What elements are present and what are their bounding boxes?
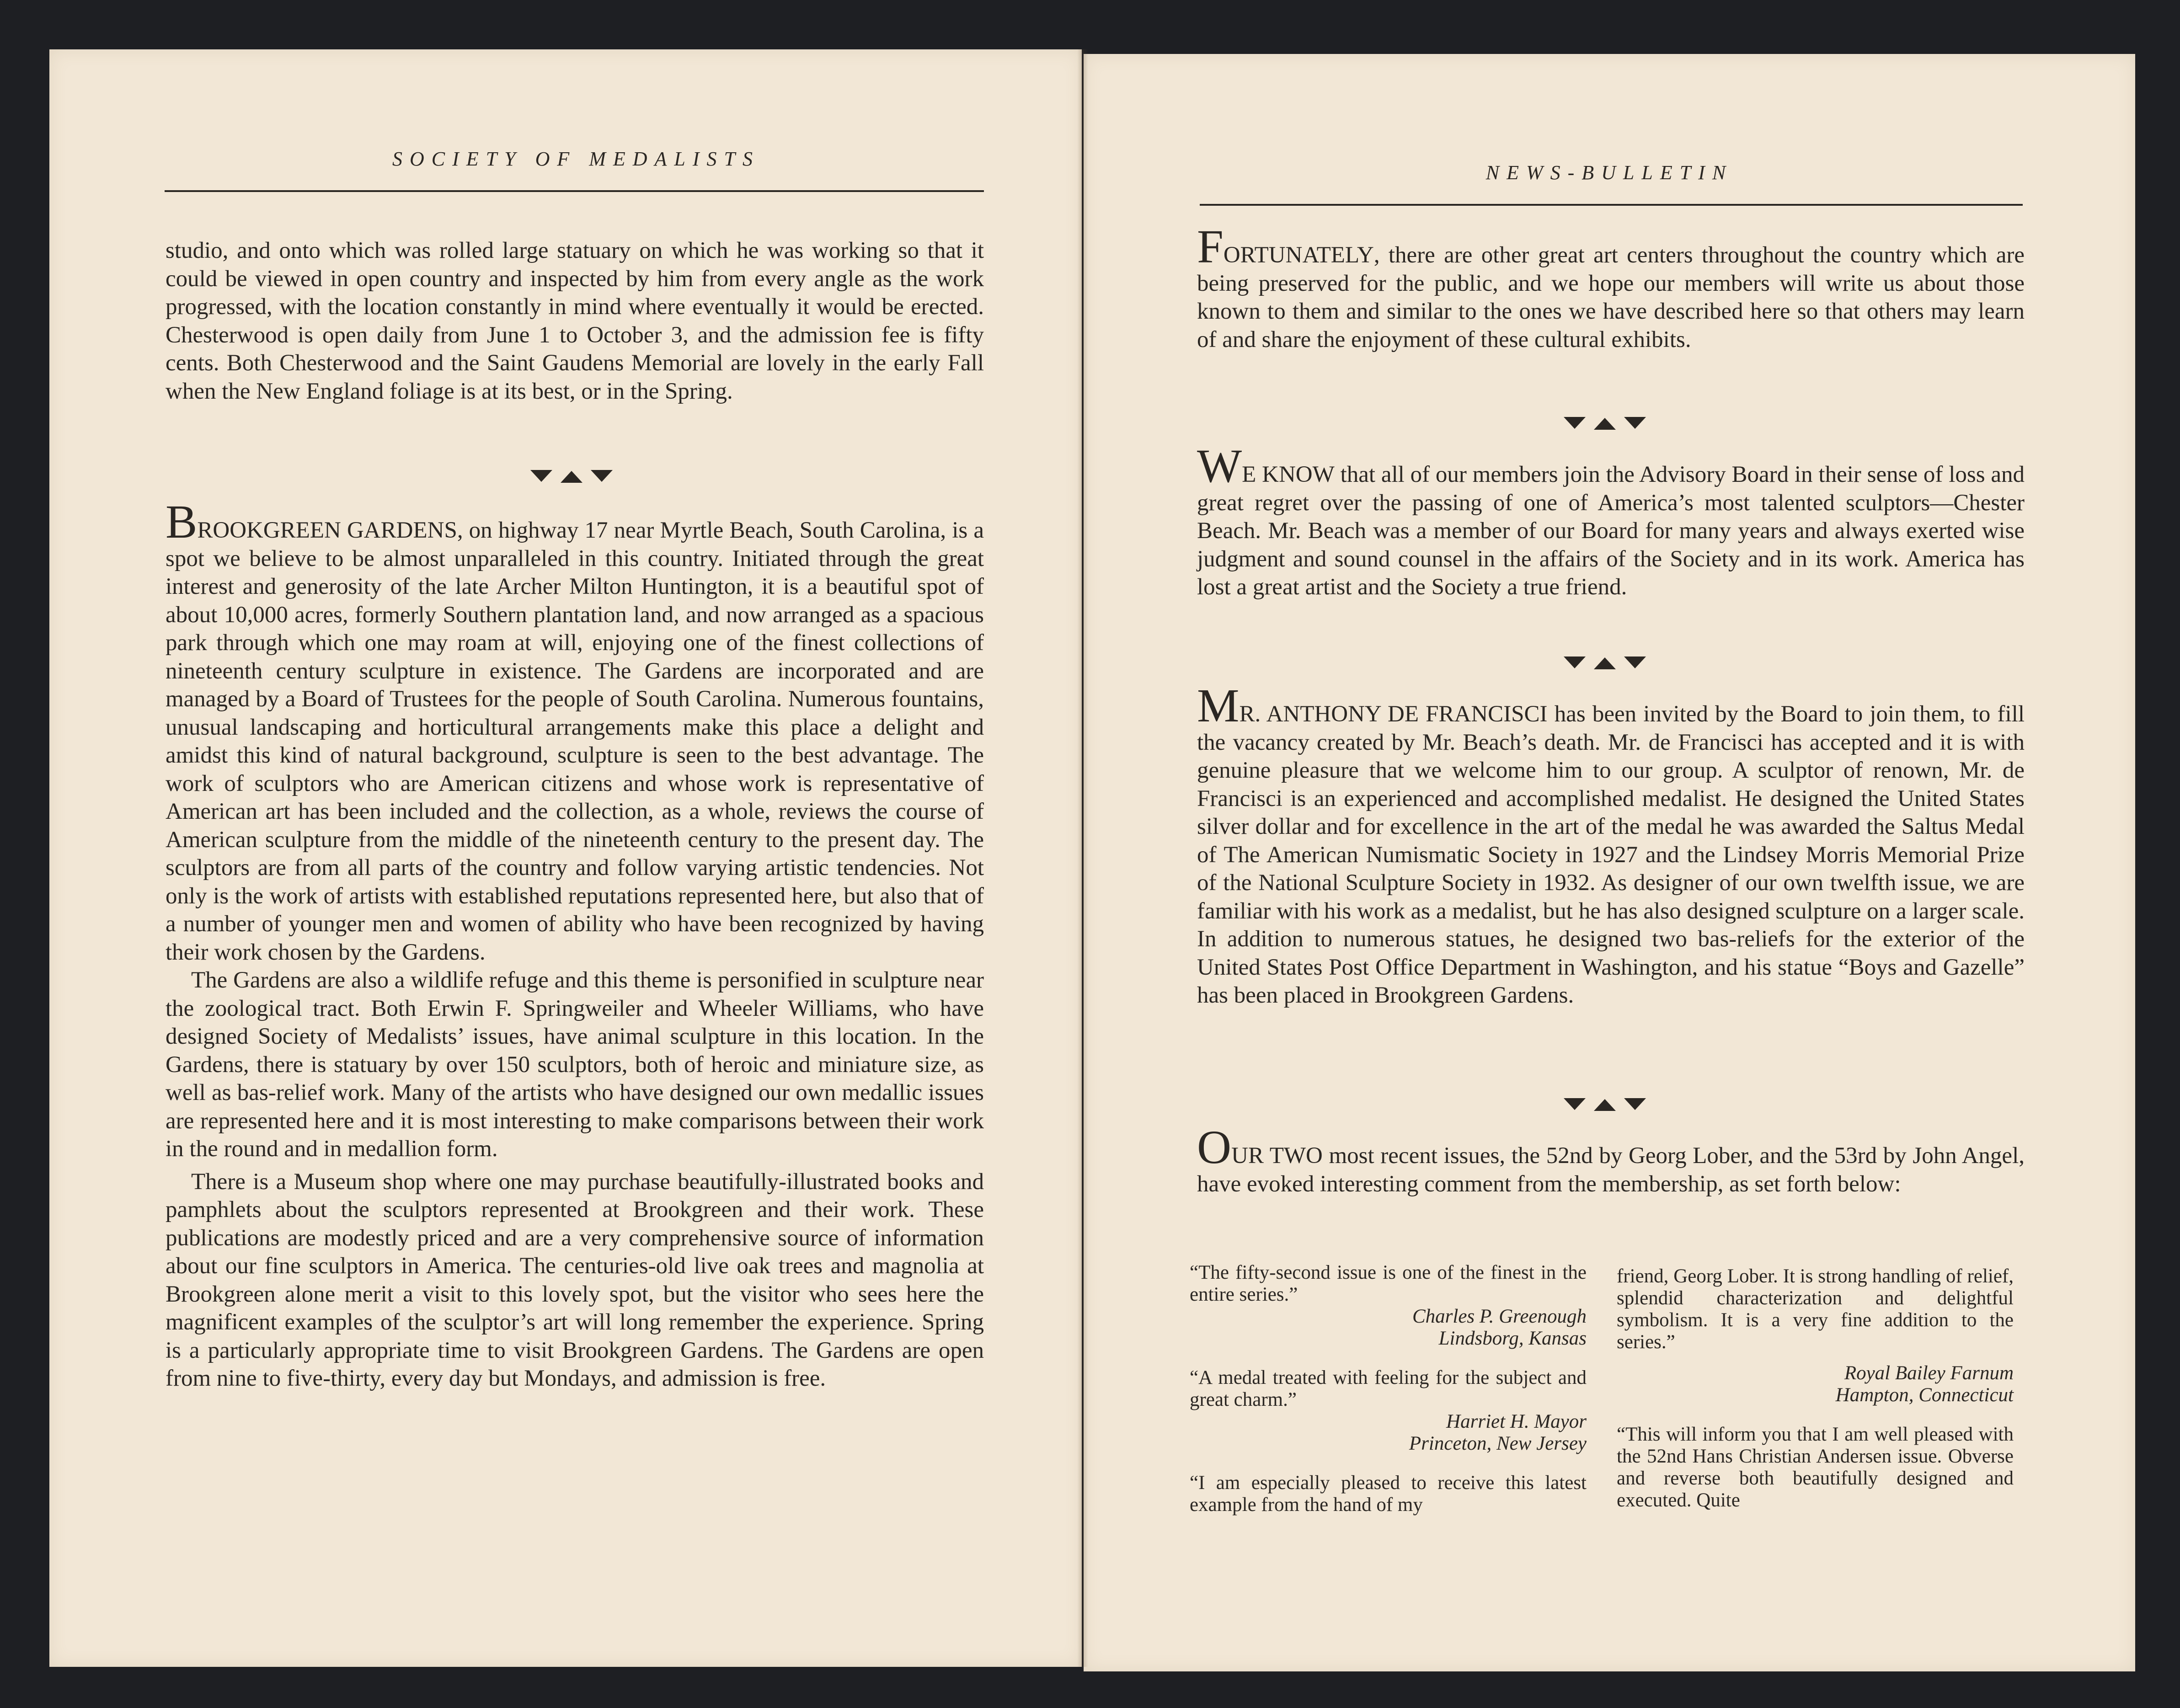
our-two-text: most recent issues, the 52nd by Georg Lober, and the 53rd by John Angel, have evoked interesting comment from the membership, as set forth below: (1197, 1143, 2025, 1197)
we-know-lead: E KNOW (1242, 462, 1335, 487)
fortunately-lead: ORTUNATELY (1223, 242, 1374, 268)
our-two-lead: UR TWO (1231, 1143, 1323, 1169)
quote-name: Charles P. Greenough (1412, 1306, 1587, 1327)
right-running-head: NEWS-BULLETIN (1485, 161, 1733, 184)
binding-gutter (1077, 49, 1088, 1667)
dropcap-o: O (1197, 1121, 1232, 1174)
triangle-ornament-icon (530, 468, 613, 485)
quotes-left-column (1190, 1262, 1587, 1516)
paragraph-text: studio, and onto which was rolled large statuary on which he was working so that it could be viewed in open country and inspected by him from every angle as the work progressed, with the location constantly in mind where eventually it would be erected. Chesterwood is open daily from June 1 to October 3, and the admission fee is fifty cents. Both Chesterwood and the Saint Gaudens Memorial are lovely in the early Fall when the New England foliage is at its best, or in the Spring. (166, 238, 984, 404)
triangle-ornament-icon (1564, 1096, 1646, 1113)
quote-text: “This will inform you that I am well pleased with the 52nd Hans Christian Andersen issue. Obverse and reverse both beautifully designed and executed. Quite (1617, 1424, 2014, 1511)
dropcap-m: M (1197, 679, 1240, 732)
quote-place: Hampton, Connecticut (1835, 1384, 2014, 1406)
quote-place: Princeton, New Jersey (1409, 1433, 1587, 1454)
brookgreen-text: , on highway 17 near Myrtle Beach, South Carolina, is a spot we believe to be almost unparalleled in this country. Initiated through the great interest and generosity of the late Archer Milton Huntington, it is a beautiful spot of about 10,000 acres, formerly Southern plantation land, and now arranged as a spacious park through which one may roam at will, enjoying one of the finest collections of nineteenth century sculpture in existence. The Gardens are incorporated and are managed by a Board of Trustees for the people of South Carolina. Numerous fountains, unusual landscaping and horticultural arrangements make this place a delight and amidst this kind of natural background, sculpture is seen to the best advantage. The work of sculptors who are American citizens and whose work is representative of American art has been included and the collection, as a whole, reviews the course of American sculpture from the middle of the nineteenth century to the present day. The sculptors are from all parts of the country and follow varying artistic tendencies. Not only is the work of artists with established reputations represented here, but also that of a number of younger men and women of ability who have been recognized by having their work chosen by the Gardens. (166, 518, 984, 965)
quote-name: Harriet H. Mayor (1446, 1411, 1587, 1432)
francisci-lead: R. ANTHONY DE FRANCISCI (1239, 701, 1548, 727)
quote-text: “A medal treated with feeling for the subject and great charm.” (1190, 1367, 1587, 1410)
quote-text: friend, Georg Lober. It is strong handling of relief, splendid characterization and delightful symbolism. It is a very fine addition to the series.” (1617, 1265, 2014, 1353)
quotes-right-column (1617, 1265, 2014, 1511)
triangle-ornament-icon (1564, 655, 1646, 671)
left-header-rule (165, 190, 984, 192)
quote-text: “I am especially pleased to receive this latest example from the hand of my (1190, 1472, 1587, 1516)
we-know-text: that all of our members join the Advisory Board in their sense of loss and great regret over the passing of one of America’s most talented sculptors—Chester Beach. Mr. Beach was a member of our Board for many years and always exerted wise judgment and sound counsel in the affairs of the Society and in its work. America has lost a great artist and the Society a true friend. (1197, 462, 2025, 600)
dropcap-f: F (1197, 220, 1224, 273)
francisci-text: has been invited by the Board to join them, to fill the vacancy created by Mr. Beach’s death. Mr. de Francisci has accepted and it is with genuine pleasure that we welcome him to our group. A sculptor of renown, Mr. de Francisci is an experienced and accomplished medalist. He designed the United States silver dollar and for excellence in the art of the medal he was awarded the Saltus Medal of The American Numismatic Society in 1927 and the Lindsey Morris Memorial Prize of the National Sculpture Society in 1932. As designer of our own twelfth issue, we are familiar with his work as a medalist, but he has also designed sculpture on a larger scale. In addition to numerous statues, he designed two bas-reliefs for the exterior of the United States Post Office Department in Washington, and his statue “Boys and Gazelle” has been placed in Brookgreen Gardens. (1197, 701, 2025, 1008)
left-paragraph-brookgreen (166, 496, 984, 1393)
right-paragraph-francisci (1197, 679, 2025, 1010)
museum-paragraph: There is a Museum shop where one may purchase beautifully-illustrated books and pamphlets about the sculptors represented at Brookgreen and their work. These publications are modestly priced and are a very comprehensive source of information about our fine sculptors in America. The centuries-old live oak trees and magnolia at Brookgreen alone merit a visit to this lovely spot, but the visitor who sees here the magnificent examples of the sculptor’s art will long remember the experience. Spring is a particularly appropriate time to visit Brookgreen Gardens. The Gardens are open from nine to five-thirty, every day but Mondays, and admission is free. (166, 1169, 984, 1391)
brookgreen-lead: ROOKGREEN GARDENS (197, 518, 457, 543)
right-paragraph-we-know (1197, 440, 2025, 602)
wildlife-paragraph: The Gardens are also a wildlife refuge and this theme is personified in sculpture near the zoological tract. Both Erwin F. Springweiler and Wheeler Williams, who have designed Society of Medalists’ issues, have animal sculpture in this location. In the Gardens, there is statuary by over 150 sculptors, both of heroic and miniature size, as well as bas-relief work. Many of the artists who have designed our own medallic issues are represented here and it is most interesting to make comparisons between their work in the round and in medallion form. (166, 967, 984, 1162)
quote-name: Royal Bailey Farnum (1844, 1362, 2014, 1384)
triangle-ornament-icon (1564, 415, 1646, 432)
left-paragraph-chesterwood (166, 237, 984, 406)
quote-place: Lindsborg, Kansas (1438, 1328, 1587, 1349)
left-running-head: SOCIETY OF MEDALISTS (392, 148, 760, 170)
fortunately-text: , there are other great art centers throughout the country which are being preserved for the public, and we hope our members will write us about those known to them and similar to the ones we have described here so that others may learn of and share the enjoyment of these cultural exhibits. (1197, 242, 2025, 352)
dropcap-w: W (1197, 440, 1242, 492)
quote-text: “The fifty-second issue is one of the finest in the entire series.” (1190, 1262, 1587, 1305)
right-paragraph-fortunately (1197, 220, 2025, 354)
dropcap-b: B (166, 496, 198, 548)
right-paragraph-our-two (1197, 1121, 2025, 1198)
right-header-rule (1200, 204, 2023, 206)
